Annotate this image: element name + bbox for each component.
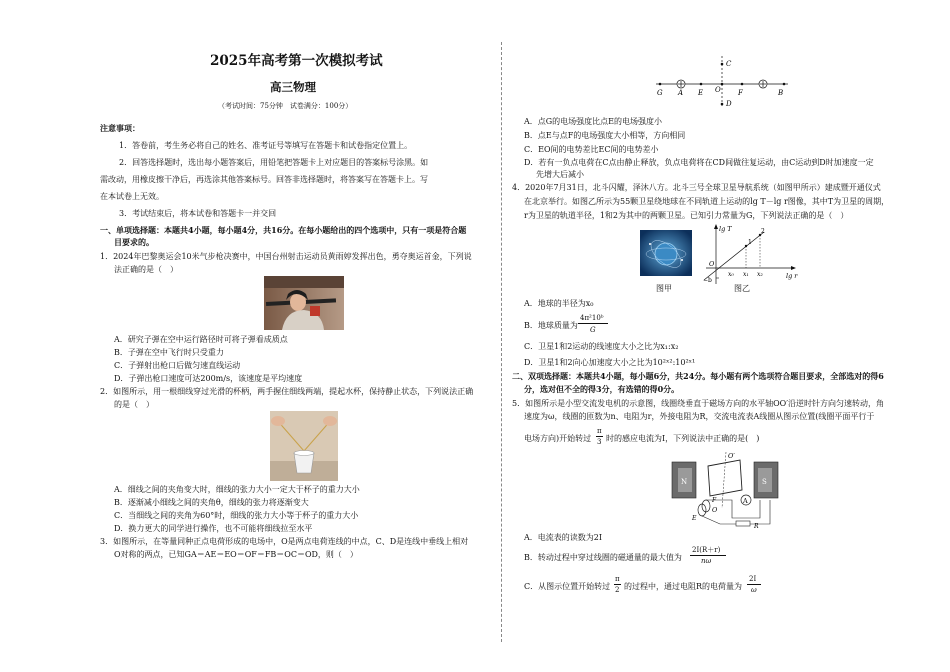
q4-option-c: C．卫星1和2运动的线速度大小之比为x₁:x₂ xyxy=(524,342,679,351)
q4-stem-a: 4．2020年7月31日，北斗闪耀，泽沐八方。北斗三号全球卫星导航系统（如图甲所示）建成暨开通仪式 xyxy=(512,183,881,192)
q5-stem-frac-den: 3 xyxy=(597,438,602,446)
q5-stem-d: 时的感应电流为I，下列说法中正确的是( ) xyxy=(606,434,760,443)
svg-text:E: E xyxy=(692,515,697,522)
q4-fig1-caption: 图甲 xyxy=(656,284,672,293)
q1-option-b: B．子弹在空中飞行时只受重力 xyxy=(114,348,224,357)
q4-option-b-numerator: 4π²10ᵇ xyxy=(580,314,604,322)
q2-option-b: B．逐渐减小细线之间的夹角θ，细线的张力将逐渐变大 xyxy=(114,498,309,507)
q1-option-a: A．研究子弹在空中运行路径时可将子弹看成质点 xyxy=(114,335,288,344)
svg-text:O: O xyxy=(709,260,715,268)
beidou-photo xyxy=(640,230,692,276)
q5-stem-c: 电场方向)开始转过 xyxy=(524,434,592,443)
q2-option-c: C．当细线之间的夹角为60°时，细线的张力大小等于杯子的重力大小 xyxy=(114,511,359,520)
svg-text:F: F xyxy=(738,89,743,97)
note-1: 1．答卷前，考生务必将自己的姓名、准考证号等填写在答题卡和试卷指定位置上。 xyxy=(119,141,413,150)
q5-option-a: A．电流表的读数为2I xyxy=(524,533,603,542)
q5-option-b-denominator: nω xyxy=(701,557,712,565)
svg-text:A: A xyxy=(678,89,684,97)
q1-stem-b: 法正确的是（ ） xyxy=(114,265,178,274)
q1-stem-a: 1．2024年巴黎奥运会10米气步枪决赛中，中国台州射击运动员黄雨婷发挥出色，勇夺奥运首金，下列说 xyxy=(100,252,472,261)
svg-text:O: O xyxy=(712,506,718,514)
q1-option-d: D．子弹出枪口速度可达200m/s，该速度是平均速度 xyxy=(114,374,303,383)
svg-text:2: 2 xyxy=(761,228,765,235)
q4-option-a: A．地球的半径为x₀ xyxy=(524,299,594,308)
q4-fig2-caption: 图乙 xyxy=(734,284,750,293)
svg-text:x₁: x₁ xyxy=(743,271,749,278)
shooter-photo xyxy=(264,276,344,330)
note-2c: 在本试卷上无效。 xyxy=(100,192,164,201)
q1-option-c: C．子弹射出枪口后做匀速直线运动 xyxy=(114,361,241,370)
note-2b: 需改动，用橡皮擦干净后，再选涂其他答案标号。回答非选择题时，将答案写在答题卡上。写 xyxy=(100,175,428,184)
q4-stem-b: 在北京举行。如图乙所示为55颗卫星绕地球在不同轨道上运动的lg T－lg r图像，其中T为卫星的周期， xyxy=(524,197,890,206)
svg-text:B: B xyxy=(778,89,784,97)
section1-heading-b: 目要求的。 xyxy=(114,237,154,247)
svg-text:O: O xyxy=(715,86,721,94)
q3-stem-b: O对称的两点，已知GA＝AE＝EO＝OF＝FB＝OC＝OD，则（ ） xyxy=(114,550,358,559)
q4-option-b-fraction-bar xyxy=(578,323,608,324)
svg-text:A: A xyxy=(743,497,748,505)
note-2a: 2．回答选择题时，选出每小题答案后，用铅笔把答题卡上对应题目的答案标号涂黑。如 xyxy=(119,158,429,167)
section2-heading-a: 二、双项选择题：本题共4小题，每小题6分，共24分。每小题有两个选项符合题目要求，全部选对的得6 xyxy=(512,371,884,381)
q2-option-d: D．换力更大的同学进行操作，也不可能将细线拉至水平 xyxy=(114,524,313,533)
svg-text:N: N xyxy=(681,478,688,486)
q4-stem-c: r为卫星的轨道半径，1和2为其中的两颗卫星。已知引力常量为G，下列说法正确的是（ ） xyxy=(524,211,849,220)
svg-text:1: 1 xyxy=(748,239,752,246)
svg-text:C: C xyxy=(726,60,732,68)
cup-photo xyxy=(270,411,338,481)
q5-stem-b: 速度为ω，线圈的匝数为n、电阻为r，外接电阻为R，交流电流表A线圈从图示位置(线圈平面平行于 xyxy=(524,412,875,421)
svg-text:D: D xyxy=(726,100,732,108)
q5-option-c-frac-num: π xyxy=(615,575,620,583)
svg-text:F: F xyxy=(712,497,717,504)
section1-heading-a: 一、单项选择题：本题共4小题，每小题4分，共16分。在每小题给出的四个选项中，只有一项是符合题 xyxy=(100,225,467,235)
q3-option-c: C．EO间的电势差比EC间的电势差小 xyxy=(524,145,659,154)
svg-text:O′: O′ xyxy=(728,452,735,460)
svg-text:x₂: x₂ xyxy=(757,271,763,278)
q2-stem-b: 的是（ ） xyxy=(114,400,154,409)
svg-text:S: S xyxy=(762,478,767,486)
svg-text:lg T: lg T xyxy=(719,225,732,233)
q2-stem-a: 2．如图所示，用一根细线穿过光滑的杯柄，两手握住细线两端，提起水杯，保持静止状态，下列说法正确 xyxy=(100,387,474,396)
note-3: 3．考试结束后，将本试卷和答题卡一并交回 xyxy=(119,209,277,218)
column-divider xyxy=(501,42,502,642)
section2-heading-b: 分，选对但不全的得3分，有选错的得0分。 xyxy=(524,384,680,394)
coil-icon xyxy=(708,460,742,496)
q2-option-a: A．细线之间的夹角变大时，细线的张力大小一定大于杯子的重力大小 xyxy=(114,485,360,494)
exam-subject: 高三物理 xyxy=(270,80,316,94)
svg-text:x₀: x₀ xyxy=(728,271,734,278)
q4-option-b-label: B．地球质量为 xyxy=(524,321,578,330)
q5-option-c-denominator: ω xyxy=(751,586,757,594)
exam-info: （考试时间：75分钟 试卷满分：100分） xyxy=(218,102,353,110)
charge-diagram xyxy=(652,50,792,112)
q5-option-b-numerator: 2I(R＋r) xyxy=(692,546,721,554)
notes-heading: 注意事项： xyxy=(100,123,140,133)
resistor-icon xyxy=(736,521,750,526)
q5-stem-frac-num: π xyxy=(597,427,602,435)
q3-option-d2: 先增大后减小 xyxy=(536,170,584,179)
q3-option-d1: D．若有一负点电荷在C点由静止释放，负点电荷将在CD间做往复运动，由C运动到D时加速度一定 xyxy=(524,158,874,167)
q5-option-c-frac-den: 2 xyxy=(615,586,620,594)
q3-stem-a: 3．如图所示，在等量同种正点电荷形成的电场中，O是两点电荷连线的中点，C、D是连线中垂线上相对 xyxy=(100,537,469,546)
svg-text:lg r: lg r xyxy=(786,272,798,280)
q5-option-c-label: C．从图示位置开始转过 xyxy=(524,582,611,591)
q5-stem-a: 5．如图所示是小型交流发电机的示意图，线圈绕垂直于磁场方向的水平轴OO′沿逆时针方向匀速转动，角 xyxy=(512,399,885,408)
lgT-lgr-graph xyxy=(698,222,802,288)
q4-option-d: D．卫星1和2向心加速度大小之比为10²ˣ²:10²ˣ¹ xyxy=(524,358,696,367)
svg-text:E: E xyxy=(698,89,704,97)
q3-option-a: A．点G的电场强度比点E的电场强度小 xyxy=(524,117,663,126)
svg-text:G: G xyxy=(657,89,663,97)
generator-diagram xyxy=(670,450,786,528)
exam-title: 2025年高考第一次模拟考试 xyxy=(210,53,383,69)
q5-option-b-label: B．转动过程中穿过线圈的磁通量的最大值为 xyxy=(524,553,682,562)
q3-option-b: B．点E与点F的电场强度大小相等，方向相同 xyxy=(524,131,686,140)
svg-text:−b: −b xyxy=(703,277,712,284)
q5-option-c-mid: 的过程中，通过电阻R的电荷量为 xyxy=(624,582,743,591)
q4-option-b-denominator: G xyxy=(590,326,596,334)
svg-text:R: R xyxy=(754,523,759,528)
q5-option-c-numerator: 2I xyxy=(749,575,757,583)
